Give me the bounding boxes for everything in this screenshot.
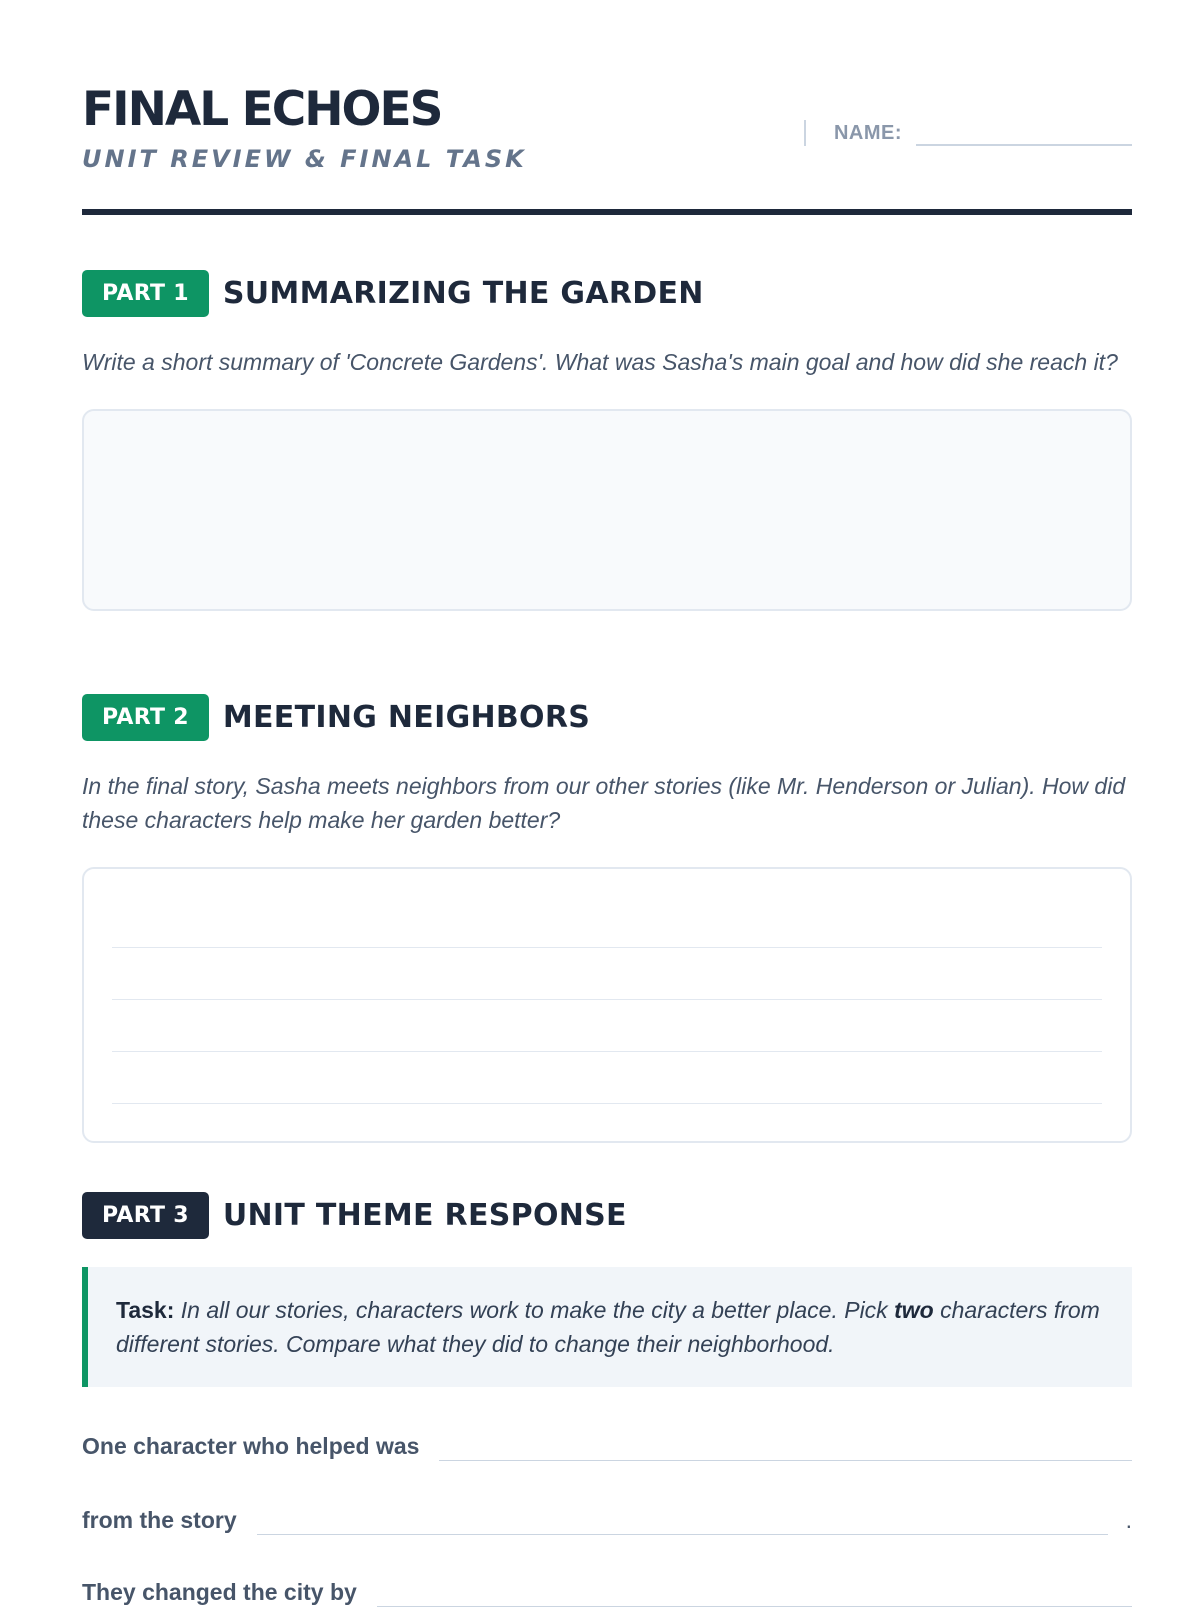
fill-in-label: from the story: [82, 1507, 237, 1533]
part-badge: PART 3: [82, 1192, 209, 1239]
section-title: MEETING NEIGHBORS: [222, 700, 591, 735]
task-text-before: In all our stories, characters work to make the city a better place. Pick: [180, 1297, 895, 1323]
section-heading: [82, 1192, 1132, 1239]
section-title: SUMMARIZING THE GARDEN: [222, 276, 704, 311]
section-prompt: In the final story, Sasha meets neighbors from our other stories (like Mr. Henderson or Julian). How did these characters help make her garden better?: [82, 773, 1126, 833]
fill-in-line[interactable]: [257, 1504, 1108, 1535]
part-badge: PART 1: [82, 270, 209, 317]
task-label: Task:: [116, 1297, 175, 1323]
part-badge: PART 2: [82, 694, 209, 741]
writing-line: [112, 1103, 1102, 1104]
header-divider: [82, 209, 1132, 215]
section-part-2: [82, 694, 1132, 1143]
fill-in-row: [82, 1576, 1132, 1607]
fill-in-line[interactable]: [439, 1430, 1132, 1461]
worksheet-header: [82, 0, 1132, 216]
summary-answer-box[interactable]: [82, 409, 1132, 611]
fill-in-period: .: [1125, 1507, 1132, 1533]
fill-in-label: They changed the city by: [82, 1579, 357, 1605]
fill-in-label: One character who helped was: [82, 1433, 420, 1459]
fill-in-line[interactable]: [377, 1576, 1132, 1607]
section-heading: [82, 694, 1132, 741]
name-divider: [804, 120, 806, 146]
writing-line: [112, 1051, 1102, 1052]
section-title: UNIT THEME RESPONSE: [222, 1198, 627, 1233]
fill-in-row: [82, 1430, 1132, 1461]
section-part-3: [82, 1192, 1132, 1387]
task-text-after: characters from different stories. Compare what they did to change their neighborhood.: [116, 1297, 1100, 1357]
name-input-line[interactable]: [916, 118, 1132, 146]
name-field-group: [804, 118, 1132, 146]
task-callout: [82, 1267, 1132, 1387]
writing-line: [112, 999, 1102, 1000]
page-title: FINAL ECHOES: [82, 82, 442, 137]
writing-line: [112, 947, 1102, 948]
name-label: NAME:: [833, 122, 902, 144]
section-heading: [82, 270, 1132, 317]
neighbors-answer-box[interactable]: [82, 867, 1132, 1143]
worksheet-page: [82, 0, 1132, 1605]
fill-in-row: [82, 1504, 1132, 1535]
section-prompt: Write a short summary of 'Concrete Gardens'. What was Sasha's main goal and how did she reach it?: [82, 349, 1118, 375]
task-emphasis: two: [894, 1297, 934, 1323]
section-part-1: [82, 270, 1132, 611]
page-subtitle: UNIT REVIEW & FINAL TASK: [82, 145, 527, 173]
